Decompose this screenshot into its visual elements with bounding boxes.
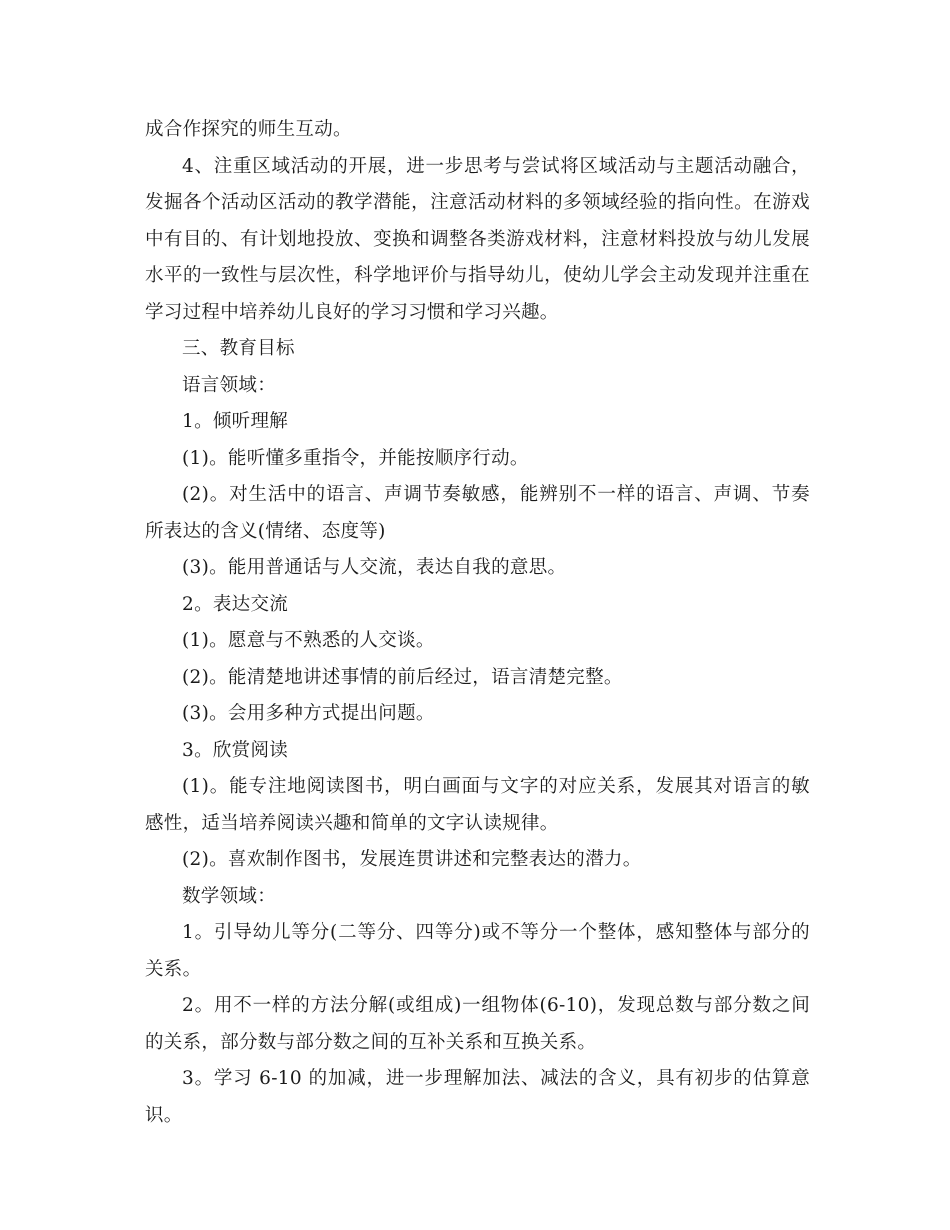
list-item: 2。用不一样的方法分解(或组成)一组物体(6-10)，发现总数与部分数之间的关系，部分数与部分数之间的互补关系和互换关系。 — [145, 995, 810, 1053]
list-item: (1)。愿意与不熟悉的人交谈。 — [182, 630, 435, 651]
list-item: 1。引导幼儿等分(二等分、四等分)或不等分一个整体，感知整体与部分的关系。 — [145, 922, 810, 980]
list-item: (2)。对生活中的语言、声调节奏敏感，能辨别不一样的语言、声调、节奏所表达的含义(情绪、态度等) — [145, 484, 810, 542]
list-item: 3。学习 6-10 的加减，进一步理解加法、减法的含义，具有初步的估算意识。 — [145, 1068, 810, 1126]
paragraph-continuation: 成合作探究的师生互动。 — [145, 119, 352, 140]
list-heading-reading: 3。欣赏阅读 — [182, 739, 289, 761]
list-item: (1)。能听懂多重指令，并能按顺序行动。 — [182, 447, 529, 469]
document-page — [145, 112, 810, 1134]
list-item: (1)。能专注地阅读图书，明白画面与文字的对应关系，发展其对语言的敏感性，适当培养阅读兴趣和简单的文字认读规律。 — [145, 776, 810, 834]
list-item: (3)。会用多种方式提出问题。 — [182, 703, 435, 724]
list-item: (2)。喜欢制作图书，发展连贯讲述和完整表达的潜力。 — [182, 849, 642, 870]
list-heading-listening: 1。倾听理解 — [182, 411, 289, 432]
subheading-math-domain: 数学领域： — [182, 885, 277, 907]
list-heading-expression: 2。表达交流 — [182, 593, 289, 615]
list-item: (3)。能用普通话与人交流，表达自我的意思。 — [182, 557, 567, 578]
section-heading-education-goals: 三、教育目标 — [182, 338, 295, 359]
subheading-language-domain: 语言领域： — [182, 374, 277, 396]
paragraph-item-4: 4、注重区域活动的开展，进一步思考与尝试将区域活动与主题活动融合，发掘各个活动区活动的教学潜能，注意活动材料的多领域经验的指向性。在游戏中有目的、有计划地投放、变换和调整各类游戏材料，注意材料投放与幼儿发展水平的一致性与层次性，科学地评价与指导幼儿，使幼儿学会主动发现并注重在学习过程中培养幼儿良好的学习习惯和学习兴趣。 — [145, 155, 810, 323]
list-item: (2)。能清楚地讲述事情的前后经过，语言清楚完整。 — [182, 666, 623, 688]
